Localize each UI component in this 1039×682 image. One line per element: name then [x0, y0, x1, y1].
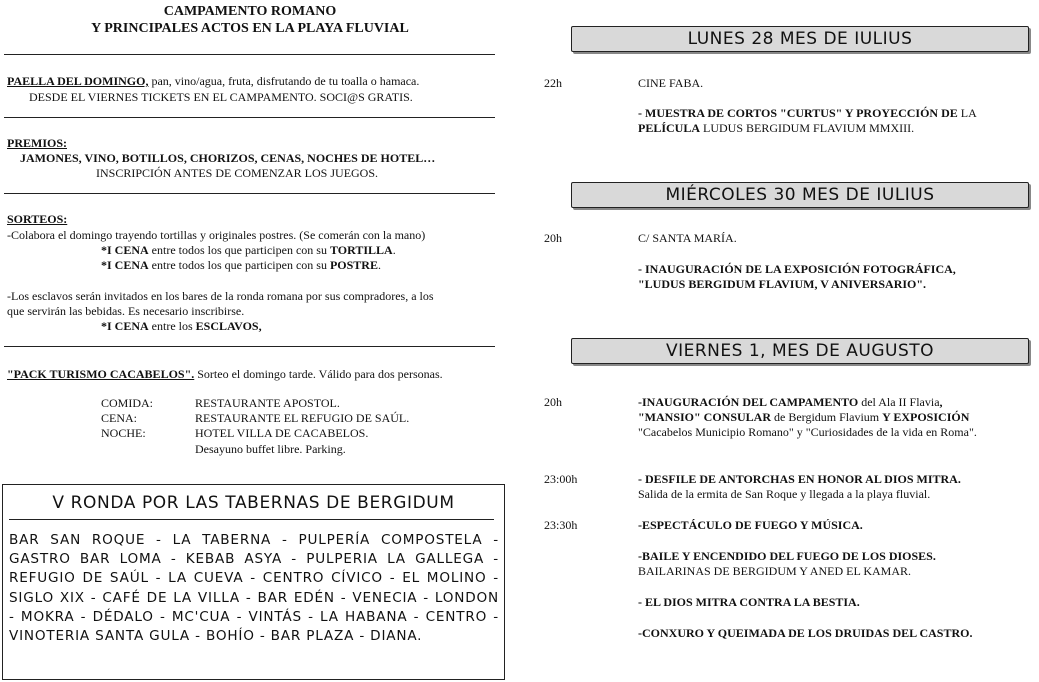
- time-viernes-2: 23:00h: [544, 472, 578, 486]
- banner-lunes: LUNES 28 MES DE IULIUS: [571, 26, 1029, 52]
- time-viernes-3: 23:30h: [544, 518, 578, 532]
- premios-list: JAMONES, VINO, BOTILLOS, CHORIZOS, CENAS, NOCHES DE HOTEL…: [20, 151, 436, 165]
- event-miercoles-2: "LUDUS BERGIDUM FLAVIUM, V ANIVERSARIO".: [638, 277, 927, 291]
- paella-text: pan, vino/agua, fruta, disfrutando de tu toalla o hamaca.: [148, 74, 420, 88]
- pack-label: NOCHE:: [101, 426, 146, 440]
- divider: [4, 117, 495, 118]
- esclavos-line2: que servirán las bebidas. Es necesario inscribirse.: [7, 304, 245, 318]
- pack-heading: "PACK TURISMO CACABELOS".: [7, 367, 195, 381]
- place-lunes: CINE FABA.: [638, 76, 704, 90]
- ronda-tabernas: BAR SAN ROQUE - LA TABERNA - PULPERÍA COMPOSTELA - GASTRO BAR LOMA - KEBAB ASYA - PULPERIA LA GALLEGA - REFUGIO DE SAÚL - LA CUEVA - CENTRO CÍVICO - EL MOLINO - SIGLO XIX - CAFÉ DE LA VILLA - BAR EDÉN - VENECIA - LONDON - MOKRA - DÉDALO - MC'CUA - VINTÁS - LA HABANA - CENTRO - VINOTERIA SANTA GULA - BOHÍO - BAR PLAZA - DIANA.: [9, 532, 499, 645]
- pack-value: Desayuno buffet libre. Parking.: [195, 442, 346, 456]
- divider: [4, 54, 495, 55]
- premios-heading: PREMIOS:: [7, 136, 67, 150]
- cena-postre: *I CENA entre todos los que participen con su POSTRE.: [101, 258, 381, 272]
- esclavos-line1: -Los esclavos serán invitados en los bares de la ronda romana por sus compradores, a los: [7, 289, 434, 303]
- cena-esclavos: *I CENA entre los ESCLAVOS,: [101, 319, 262, 333]
- pack-label: CENA:: [101, 411, 137, 425]
- event-viernes-baile: -BAILE Y ENCENDIDO DEL FUEGO DE LOS DIOSES.: [638, 549, 936, 563]
- time-miercoles: 20h: [544, 231, 562, 245]
- paella-line: [7, 74, 419, 89]
- pack-value: RESTAURANTE APOSTOL.: [195, 396, 340, 410]
- divider: [9, 519, 494, 520]
- event-viernes-mansio: "MANSIO" CONSULAR de Bergidum Flavium Y EXPOSICIÓN: [638, 410, 970, 424]
- event-miercoles-1: - INAUGURACIÓN DE LA EXPOSICIÓN FOTOGRÁFICA,: [638, 262, 956, 276]
- banner-miercoles: MIÉRCOLES 30 MES DE IULIUS: [571, 182, 1029, 208]
- event-lunes-2: PELÍCULA LUDUS BERGIDUM FLAVIUM MMXIII.: [638, 121, 915, 135]
- event-viernes-mitra: - EL DIOS MITRA CONTRA LA BESTIA.: [638, 595, 860, 609]
- pack-value: RESTAURANTE EL REFUGIO DE SAÚL.: [195, 411, 410, 425]
- time-lunes: 22h: [544, 76, 562, 90]
- ronda-box: [2, 484, 505, 680]
- sorteos-colabora: -Colabora el domingo trayendo tortillas y originales postres. (Se comerán con la mano): [7, 228, 426, 242]
- pack-label: COMIDA:: [101, 396, 154, 410]
- event-viernes-fuego: -ESPECTÁCULO DE FUEGO Y MÚSICA.: [638, 518, 863, 532]
- place-miercoles: C/ SANTA MARÍA.: [638, 231, 737, 245]
- sorteos-heading: SORTEOS:: [7, 212, 68, 226]
- ronda-title: V RONDA POR LAS TABERNAS DE BERGIDUM: [52, 493, 455, 513]
- banner-viernes: VIERNES 1, MES DE AUGUSTO: [571, 338, 1029, 364]
- pack-text: Sorteo el domingo tarde. Válido para dos personas.: [194, 367, 443, 381]
- cena-tortilla: *I CENA entre todos los que participen con su TORTILLA.: [101, 243, 396, 257]
- event-viernes-bailarinas: BAILARINAS DE BERGIDUM Y ANED EL KAMAR.: [638, 564, 911, 578]
- event-viernes-conxuro: -CONXURO Y QUEIMADA DE LOS DRUIDAS DEL CASTRO.: [638, 626, 973, 640]
- time-viernes-1: 20h: [544, 395, 562, 409]
- event-viernes-salida: Salida de la ermita de San Roque y llegada a la playa fluvial.: [638, 487, 931, 501]
- pack-value: HOTEL VILLA DE CACABELOS.: [195, 426, 369, 440]
- event-viernes-desfile: - DESFILE DE ANTORCHAS EN HONOR AL DIOS MITRA.: [638, 472, 961, 486]
- event-viernes-exposicion: "Cacabelos Municipio Romano" y "Curiosidades de la vida en Roma".: [638, 425, 977, 439]
- event-lunes-1: - MUESTRA DE CORTOS "CURTUS" Y PROYECCIÓN DE LA: [638, 106, 977, 120]
- premios-inscripcion: INSCRIPCIÓN ANTES DE COMENZAR LOS JUEGOS.: [96, 166, 379, 180]
- event-viernes-inauguracion: -INAUGURACIÓN DEL CAMPAMENTO del Ala II Flavia,: [638, 395, 943, 409]
- divider: [4, 346, 495, 347]
- divider: [4, 193, 495, 194]
- paella-tickets: DESDE EL VIERNES TICKETS EN EL CAMPAMENTO. SOCI@S GRATIS.: [29, 90, 413, 104]
- page-subtitle: Y PRINCIPALES ACTOS EN LA PLAYA FLUVIAL: [91, 21, 409, 36]
- pack-line: [7, 367, 443, 382]
- paella-heading: PAELLA DEL DOMINGO,: [7, 74, 149, 88]
- page-title: CAMPAMENTO ROMANO: [163, 4, 337, 19]
